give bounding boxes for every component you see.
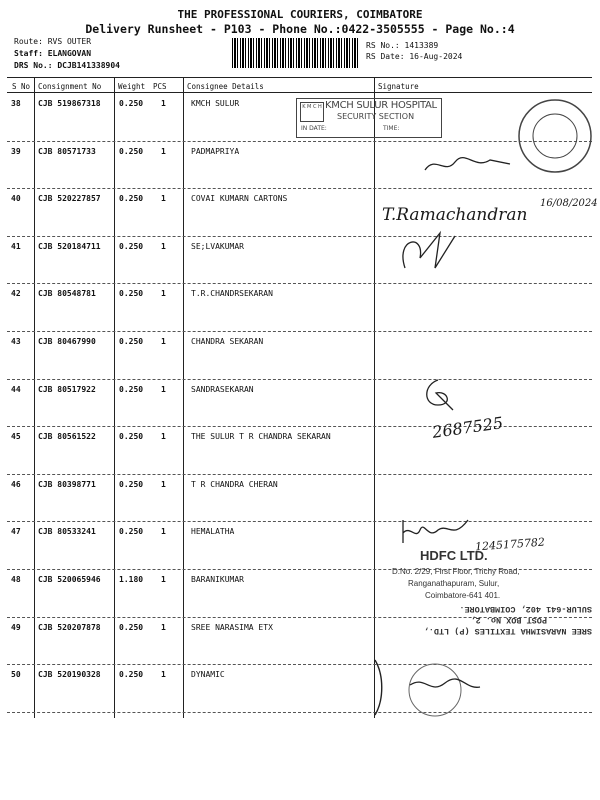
hdfc-stamp-address2: Ranganathapuram, Sulur,	[408, 579, 500, 588]
row-divider	[7, 474, 592, 475]
row-weight: 0.250	[119, 146, 144, 156]
hdfc-stamp-address1: D.No. 2/29, First Floor, Trichy Road,	[392, 567, 520, 576]
row-consignee: THE SULUR T R CHANDRA SEKARAN	[191, 432, 331, 442]
staff-label: Staff: ELANGOVAN	[14, 49, 92, 58]
row-sno: 50	[11, 670, 21, 680]
row-consignment: CJB 80561522	[38, 432, 96, 442]
row50-signature	[370, 655, 490, 720]
row-weight: 0.250	[119, 289, 144, 299]
row44-signature	[418, 375, 458, 415]
row-weight: 0.250	[119, 527, 144, 537]
row-weight: 0.250	[119, 432, 144, 442]
row40-signature: T.Ramachandran	[382, 205, 528, 225]
row-divider	[7, 283, 592, 284]
row-weight: 1.180	[119, 575, 144, 584]
college-seal	[515, 96, 595, 176]
hdfc-stamp-address3: Coimbatore-641 401.	[425, 591, 501, 600]
table-header-rule	[7, 92, 592, 93]
row-pcs: 1	[161, 670, 166, 680]
row-consignee: T R CHANDRA CHERAN	[191, 479, 278, 489]
col-consignee: Consignee Details	[187, 82, 264, 91]
row-divider	[7, 712, 592, 713]
row-pcs: 1	[161, 99, 166, 108]
row-sno: 48	[11, 575, 21, 584]
row-consignment: CJB 520190328	[38, 670, 101, 680]
row-consignment: CJB 80517922	[38, 384, 96, 394]
row-divider	[7, 664, 592, 665]
kmch-stamp-time: TIME:	[383, 125, 400, 132]
hdfc-stamp-name: HDFC LTD.	[420, 548, 488, 563]
row-weight: 0.250	[119, 622, 144, 632]
row-consignee: SREE NARASIMA ETX	[191, 622, 273, 632]
row-consignee: SE;LVAKUMAR	[191, 241, 244, 251]
row-weight: 0.250	[119, 479, 144, 489]
row-sno: 39	[11, 146, 21, 156]
sree-stamp-line2: POST BOX No. 2,	[470, 615, 547, 625]
row-sno: 41	[11, 241, 21, 251]
row-consignment: CJB 520227857	[38, 194, 101, 204]
company-title: THE PROFESSIONAL COURIERS, COIMBATORE	[177, 8, 423, 21]
table-top-rule	[7, 77, 592, 78]
col-pcs: PCS	[153, 82, 167, 91]
kmch-stamp-title: KMCH SULUR HOSPITAL	[325, 100, 437, 111]
row-consignment: CJB 519867318	[38, 99, 101, 108]
row-consignment: CJB 520184711	[38, 241, 101, 251]
row-divider	[7, 426, 592, 427]
row-divider	[7, 236, 592, 237]
row-weight: 0.250	[119, 384, 144, 394]
row-pcs: 1	[161, 289, 166, 299]
row-sno: 49	[11, 622, 21, 632]
row47-signature	[398, 515, 478, 545]
sree-stamp-line1: SREE NARASIMHA TEXTILES (P) LTD.,	[423, 626, 592, 636]
row-divider	[7, 141, 592, 142]
row40-date: 16/08/2024	[540, 198, 598, 209]
kmch-stamp	[296, 98, 442, 138]
row-consignee: SANDRASEKARAN	[191, 384, 254, 394]
row-divider	[7, 521, 592, 522]
row-consignment: CJB 80571733	[38, 146, 96, 156]
row-weight: 0.250	[119, 241, 144, 251]
col-signature: Signature	[378, 82, 419, 91]
row-consignment: CJB 520207878	[38, 622, 101, 632]
row-consignee: KMCH SULUR	[191, 99, 240, 108]
row39-signature	[420, 150, 520, 180]
row-sno: 45	[11, 432, 21, 442]
row-consignee: BARANIKUMAR	[191, 575, 244, 584]
row-consignment: CJB 520065946	[38, 575, 101, 584]
row-pcs: 1	[161, 384, 166, 394]
row-pcs: 1	[161, 146, 166, 156]
row-sno: 44	[11, 384, 21, 394]
row-consignee: CHANDRA SEKARAN	[191, 337, 264, 346]
row-weight: 0.250	[119, 99, 144, 108]
barcode	[232, 38, 360, 68]
row-pcs: 1	[161, 575, 166, 584]
row-pcs: 1	[161, 527, 166, 537]
col-consignment: Consignment No	[38, 82, 102, 91]
row-consignee: DYNAMIC	[191, 670, 225, 680]
row-consignment: CJB 80548781	[38, 289, 96, 299]
row45-number: 2687525	[431, 413, 505, 442]
row-divider	[7, 188, 592, 189]
runsheet-subtitle: Delivery Runsheet - P103 - Phone No.:0422-3505555 - Page No.:4	[85, 22, 515, 36]
row41-signature	[395, 228, 465, 273]
rs-number: RS No.: 1413389	[366, 41, 439, 50]
row-weight: 0.250	[119, 670, 144, 680]
kmch-stamp-section: SECURITY SECTION	[337, 112, 415, 121]
row-divider	[7, 379, 592, 380]
row47-number: 1245175782	[474, 535, 546, 554]
col-sno: S No	[12, 82, 31, 91]
row-sno: 38	[11, 99, 21, 108]
col-divider	[374, 78, 375, 718]
row-sno: 43	[11, 337, 21, 346]
sree-stamp-line3: SULUR-641 402, COIMBATORE.	[459, 604, 592, 614]
sree-narasimha-stamp	[392, 603, 592, 636]
row-sno: 40	[11, 194, 21, 204]
row-sno: 47	[11, 527, 21, 537]
col-divider	[183, 78, 184, 718]
col-weight: Weight	[118, 82, 146, 91]
row-pcs: 1	[161, 622, 166, 632]
route-label: Route: RVS OUTER	[14, 37, 92, 46]
col-divider	[34, 78, 35, 718]
row-weight: 0.250	[119, 337, 144, 346]
kmch-stamp-in-date: IN DATE:	[301, 125, 327, 132]
row-divider	[7, 331, 592, 332]
rs-date: RS Date: 16-Aug-2024	[366, 52, 463, 61]
row-pcs: 1	[161, 241, 166, 251]
kmch-logo: K M C H	[300, 102, 324, 122]
row-sno: 46	[11, 479, 21, 489]
row-consignee: COVAI KUMARN CARTONS	[191, 194, 288, 204]
drs-label: DRS No.: DCJB141338904	[14, 61, 120, 70]
row-consignee: T.R.CHANDRSEKARAN	[191, 289, 273, 299]
row-weight: 0.250	[119, 194, 144, 204]
row-consignment: CJB 80398771	[38, 479, 96, 489]
row-pcs: 1	[161, 194, 166, 204]
row-pcs: 1	[161, 432, 166, 442]
row-consignee: HEMALATHA	[191, 527, 235, 537]
row-consignment: CJB 80533241	[38, 527, 96, 537]
row-consignee: PADMAPRIYA	[191, 146, 240, 156]
col-divider	[114, 78, 115, 718]
row-pcs: 1	[161, 337, 166, 346]
row-consignment: CJB 80467990	[38, 337, 96, 346]
row-sno: 42	[11, 289, 21, 299]
row-pcs: 1	[161, 479, 166, 489]
